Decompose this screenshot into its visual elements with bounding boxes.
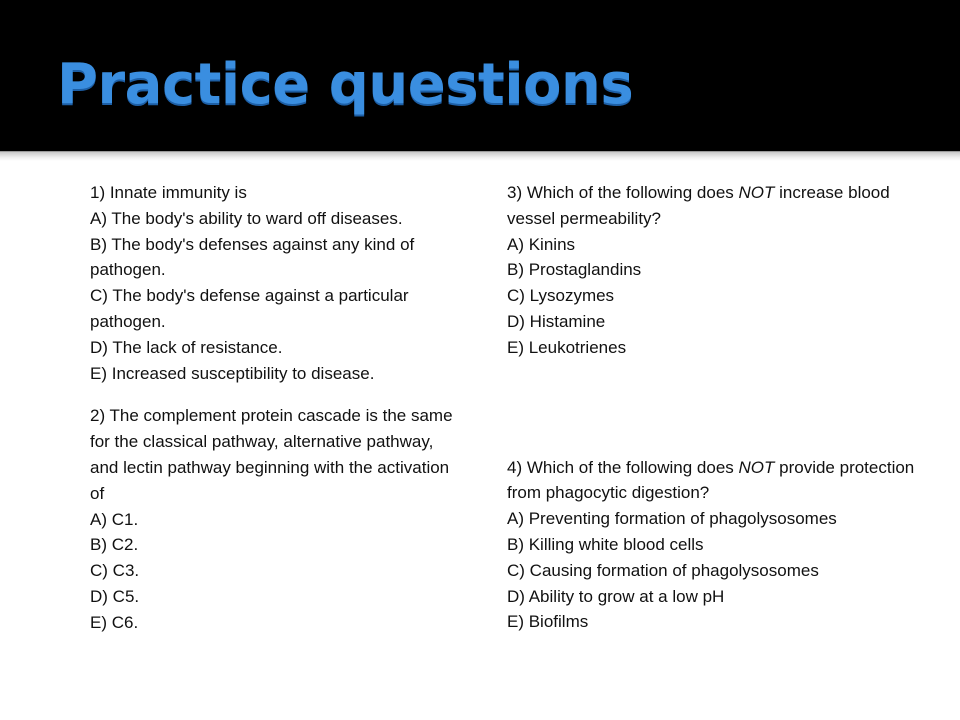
question-3-emphasis: NOT xyxy=(738,183,775,202)
question-gap xyxy=(507,361,922,455)
title-divider xyxy=(0,151,960,161)
slide-title: Practice questions xyxy=(57,52,634,117)
question-2-stem: 2) The complement protein cascade is the same for the classical pathway, alternative pathway, and lectin pathway beginning with the activation of xyxy=(90,406,453,503)
question-3-option-c: C) Lysozymes xyxy=(507,286,615,306)
question-3-option-b: B) Prostaglandins xyxy=(507,260,642,280)
right-column xyxy=(507,180,922,635)
question-1-option-c: C) The body's defense against a particular pathogen. xyxy=(90,286,409,331)
question-3-stem-start: 3) Which of the following does xyxy=(507,183,739,202)
question-2-option-b: B) C2. xyxy=(90,535,139,555)
title-band xyxy=(0,0,960,151)
question-1-option-b: B) The body's defenses against any kind of pathogen. xyxy=(90,234,415,280)
question-1-option-d: D) The lack of resistance. xyxy=(90,337,283,357)
question-1 xyxy=(90,180,465,386)
question-4-option-a: A) Preventing formation of phagolysosomes xyxy=(507,509,837,529)
question-3-stem xyxy=(507,180,922,232)
question-2 xyxy=(90,403,465,635)
question-2-option-c: C) C3. xyxy=(90,561,140,581)
question-4-emphasis: NOT xyxy=(738,457,775,477)
question-3 xyxy=(507,180,922,361)
question-1-stem: 1) Innate immunity is xyxy=(90,183,247,202)
question-1-option-a: A) The body's ability to ward off diseases. xyxy=(90,208,403,228)
left-column xyxy=(90,180,465,636)
question-3-option-a: A) Kinins xyxy=(507,234,576,254)
question-3-option-d: D) Histamine xyxy=(507,311,606,331)
question-4-stem-start: 4) Which of the following does xyxy=(507,457,739,477)
question-3-option-e: E) Leukotrienes xyxy=(507,337,627,357)
question-4-option-c: C) Causing formation of phagolysosomes xyxy=(507,560,819,580)
question-4 xyxy=(507,455,922,636)
question-4-option-d: D) Ability to grow at a low pH xyxy=(507,586,725,606)
question-4-stem-end: provide protection from phagocytic digestion? xyxy=(507,457,915,503)
question-2-option-e: E) C6. xyxy=(90,612,139,632)
question-2-option-a: A) C1. xyxy=(90,509,139,529)
question-2-option-d: D) C5. xyxy=(90,586,140,606)
question-3-stem-end: increase blood vessel permeability? xyxy=(507,183,890,228)
question-4-stem xyxy=(507,455,922,507)
question-gap xyxy=(90,386,465,403)
question-4-option-e: E) Biofilms xyxy=(507,612,589,632)
question-4-option-b: B) Killing white blood cells xyxy=(507,534,704,554)
question-1-option-e: E) Increased susceptibility to disease. xyxy=(90,363,375,383)
